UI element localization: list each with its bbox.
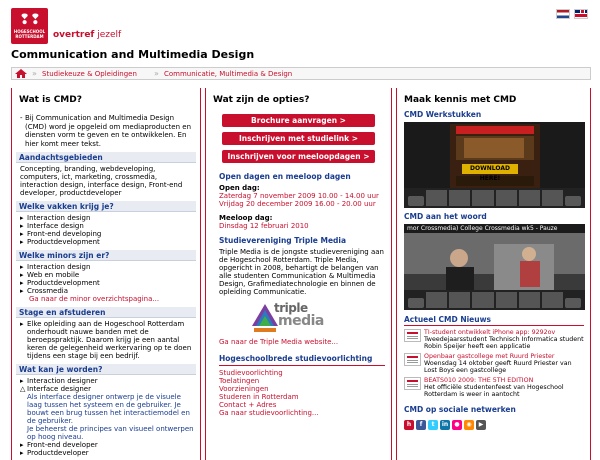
worden-list: ▸ Interaction designer △ Interface designer Als interface designer ontwerp je de visuele laag tussen het systeem en de gebruiker. Je bouwt een brug tussen het interactiemodel en de gebruiker. Je beheerst de principes van visueel ontwerpen op hoog niveau. ▸ Front-end developer ▸ Productdeveloper bbox=[20, 377, 194, 457]
meeloop-info: Meeloop dag: Dinsdag 12 februari 2010 bbox=[219, 214, 385, 230]
linkedin-icon[interactable]: in bbox=[441, 421, 449, 428]
site-header bbox=[0, 0, 600, 44]
werkstukken-slideshow[interactable] bbox=[404, 122, 585, 208]
intro-text: - Bij Communication and Multimedia Design (CMD) word je opgeleid om mediaproducten en diensten vorm te geven en te ontwikkelen. En hier komt meer tekst. bbox=[20, 114, 192, 148]
link-studievoorlichting[interactable]: Studievoorlichting bbox=[219, 369, 283, 377]
page-title: Communication and Multimedia Design bbox=[11, 48, 255, 61]
link-ga-naar-studievoorlichting[interactable]: Ga naar studievoorlichting... bbox=[219, 409, 319, 417]
social-icons bbox=[404, 420, 590, 430]
triple-media-link[interactable]: Ga naar de Triple Media website... bbox=[219, 338, 339, 346]
hyves-icon[interactable]: h bbox=[404, 420, 414, 430]
bullet-icon: ▸ bbox=[20, 222, 24, 230]
open-days-title: Open dagen en meeloop dagen bbox=[219, 172, 351, 181]
column-opties bbox=[205, 88, 392, 460]
divider bbox=[404, 325, 584, 326]
dutch-flag-icon[interactable] bbox=[556, 9, 570, 19]
column-wat-is-cmd bbox=[11, 88, 201, 460]
section-text: Concepting, branding, webdeveloping, computers, ict, marketing, crossmedia, interaction design, interface design, Front-end developer, productdeveloper bbox=[20, 165, 183, 197]
bullet-icon: ▸ bbox=[20, 287, 24, 295]
open-days-info: Open dag: Zaterdag 7 november 2009 10.00 - 14.00 uur Vrijdag 20 december 2009 16.00 - 20.00 uur bbox=[219, 184, 385, 208]
triple-media-logo[interactable]: triple media bbox=[252, 302, 342, 336]
section-title-vakken: Welke vakken krijg je? bbox=[16, 201, 196, 212]
section-title-stage: Stage en afstuderen bbox=[16, 307, 196, 318]
triple-media-title: Studievereniging Triple Media bbox=[219, 236, 347, 245]
news-thumbnail-icon bbox=[404, 329, 421, 342]
aan-het-woord-title: CMD aan het woord bbox=[404, 212, 487, 221]
link-toelatingen[interactable]: Toelatingen bbox=[219, 377, 260, 385]
thumbnail-strip bbox=[404, 290, 585, 310]
divider bbox=[219, 365, 385, 366]
section-title-aandachtsgebieden: Aandachtsgebieden bbox=[16, 152, 196, 163]
link-contact[interactable]: Contact + Adres bbox=[219, 401, 277, 409]
news-item[interactable]: TI-student ontwikkelt iPhone app: 9292ov Tweedejaarsstudent Technisch Informatica student Robin Speijer heeft een applicatie bbox=[404, 329, 586, 350]
youtube-icon[interactable]: ▶ bbox=[476, 420, 486, 430]
triple-media-text: Triple Media is de jongste studievereniging aan de Hogeschool Rotterdam. Triple Media, opgericht in 2008, behartigt de belangen van alle studenten Communication & Multimedia Design, Grafimediatechnologie en binnen de opleiding Communicatie. bbox=[219, 248, 384, 296]
news-thumbnail-icon bbox=[404, 353, 421, 366]
werkstukken-title: CMD Werkstukken bbox=[404, 110, 482, 119]
bullet-icon: ▸ bbox=[20, 279, 24, 287]
video-player[interactable] bbox=[404, 224, 585, 310]
news-item[interactable]: Openbaar gastcollege met Ruurd Priester Woensdag 14 oktober geeft Ruurd Priester van Lost Boys een gastcollege bbox=[404, 353, 586, 374]
bullet-icon: ▸ bbox=[20, 449, 24, 457]
column-heading: Wat zijn de opties? bbox=[213, 95, 310, 105]
rss-icon[interactable]: ◉ bbox=[464, 420, 474, 430]
link-studeren-rotterdam[interactable]: Studeren in Rotterdam bbox=[219, 393, 299, 401]
video-caption: mor Crossmedia) College Crossmedia wk5 - Pauze bbox=[404, 224, 585, 233]
uk-flag-icon[interactable] bbox=[574, 9, 588, 19]
news-item[interactable]: BEATS010 2009: THE 5TH EDITION Het officiële studentenfeest van Hogeschool Rotterdam is weer in aantocht bbox=[404, 377, 586, 398]
minor-overview-link[interactable]: Ga naar de minor overzichtspagina... bbox=[29, 295, 160, 303]
next-arrow-icon[interactable] bbox=[565, 196, 581, 206]
bullet-icon: ▸ bbox=[20, 214, 24, 222]
breadcrumb-item-studiekeuze[interactable]: Studiekeuze & Opleidingen bbox=[42, 70, 137, 78]
studievoorlichting-title: Hogeschoolbrede studievoorlichting bbox=[219, 354, 373, 363]
breadcrumb bbox=[11, 67, 591, 80]
open-day-date-2[interactable]: Vrijdag 20 december 2009 16.00 - 20.00 uur bbox=[219, 200, 376, 208]
studielink-button[interactable]: Inschrijven met studielink > bbox=[222, 132, 375, 145]
interface-designer-desc: Als interface designer ontwerp je de visuele laag tussen het systeem en de gebruiker. Je bouwt een brug tussen het interactiemodel en de gebruiker. bbox=[27, 393, 190, 425]
section-title-worden: Wat kan je worden? bbox=[16, 364, 196, 375]
column-heading: Wat is CMD? bbox=[19, 95, 82, 105]
expanded-triangle-icon: △ bbox=[20, 385, 26, 393]
column-heading: Maak kennis met CMD bbox=[404, 95, 517, 105]
bullet-icon: ▸ bbox=[20, 377, 24, 385]
logo-mark-icon: ❢❢ bbox=[18, 12, 41, 28]
section-title-minors: Welke minors zijn er? bbox=[16, 250, 196, 261]
facebook-icon[interactable]: f bbox=[416, 420, 426, 430]
chevron-right-icon: » bbox=[154, 69, 159, 78]
meeloop-date[interactable]: Dinsdag 12 februari 2010 bbox=[219, 222, 309, 230]
prev-arrow-icon[interactable] bbox=[408, 196, 424, 206]
meeloopdagen-button[interactable]: Inschrijven voor meeloopdagen > bbox=[222, 150, 375, 163]
social-title: CMD op sociale netwerken bbox=[404, 405, 516, 414]
brochure-button[interactable]: Brochure aanvragen > bbox=[222, 114, 375, 127]
bullet-icon: ▸ bbox=[20, 271, 24, 279]
news-thumbnail-icon bbox=[404, 377, 421, 390]
news-title: Actueel CMD Nieuws bbox=[404, 315, 492, 324]
download-button[interactable]: DOWNLOAD HERE! bbox=[462, 164, 518, 174]
minors-list: ▸ Interaction design ▸ Web en mobile ▸ Productdevelopment ▸ Crossmedia Ga naar de minor overzichtspagina... bbox=[20, 263, 194, 303]
breadcrumb-item-cmd[interactable]: Communicatie, Multimedia & Design bbox=[164, 70, 293, 78]
tagline: overtref jezelf bbox=[53, 30, 122, 40]
column-maak-kennis bbox=[396, 88, 591, 460]
prev-arrow-icon[interactable] bbox=[408, 298, 424, 308]
interface-designer-desc-2: Je beheerst de principes van visueel ontwerpen op hoog niveau. bbox=[27, 425, 194, 441]
thumbnail-strip bbox=[404, 188, 585, 208]
flickr-icon[interactable]: ● bbox=[452, 420, 462, 430]
bullet-icon: ▸ bbox=[20, 238, 24, 246]
bullet-icon: ▸ bbox=[20, 441, 24, 449]
home-icon[interactable] bbox=[15, 69, 27, 78]
logo-text-2: ROTTERDAM bbox=[15, 34, 44, 39]
stage-text: ▸ Elke opleiding aan de Hogeschool Rotterdam onderhoudt nauwe banden met de beroepspraktijk. Daarom krijg je een aantal keren de gelegenheid werkervaring op te doen tijdens een stage bij een bedrijf. bbox=[20, 320, 192, 360]
bullet-icon: ▸ bbox=[20, 230, 24, 238]
logo-text-1: HOGESCHOOL bbox=[13, 29, 46, 34]
vakken-list: ▸ Interaction design ▸ Interface design ▸ Front-end developing ▸ Productdevelopment bbox=[20, 214, 102, 246]
link-voorzieningen[interactable]: Voorzieningen bbox=[219, 385, 269, 393]
studievoorlichting-links bbox=[219, 369, 385, 417]
bullet-icon: ▸ bbox=[20, 263, 24, 271]
next-arrow-icon[interactable] bbox=[565, 298, 581, 308]
hogeschool-logo[interactable] bbox=[11, 8, 48, 44]
chevron-right-icon: » bbox=[32, 69, 37, 78]
twitter-icon[interactable]: t bbox=[428, 420, 438, 430]
open-day-date-1[interactable]: Zaterdag 7 november 2009 10.00 - 14.00 uur bbox=[219, 192, 379, 200]
